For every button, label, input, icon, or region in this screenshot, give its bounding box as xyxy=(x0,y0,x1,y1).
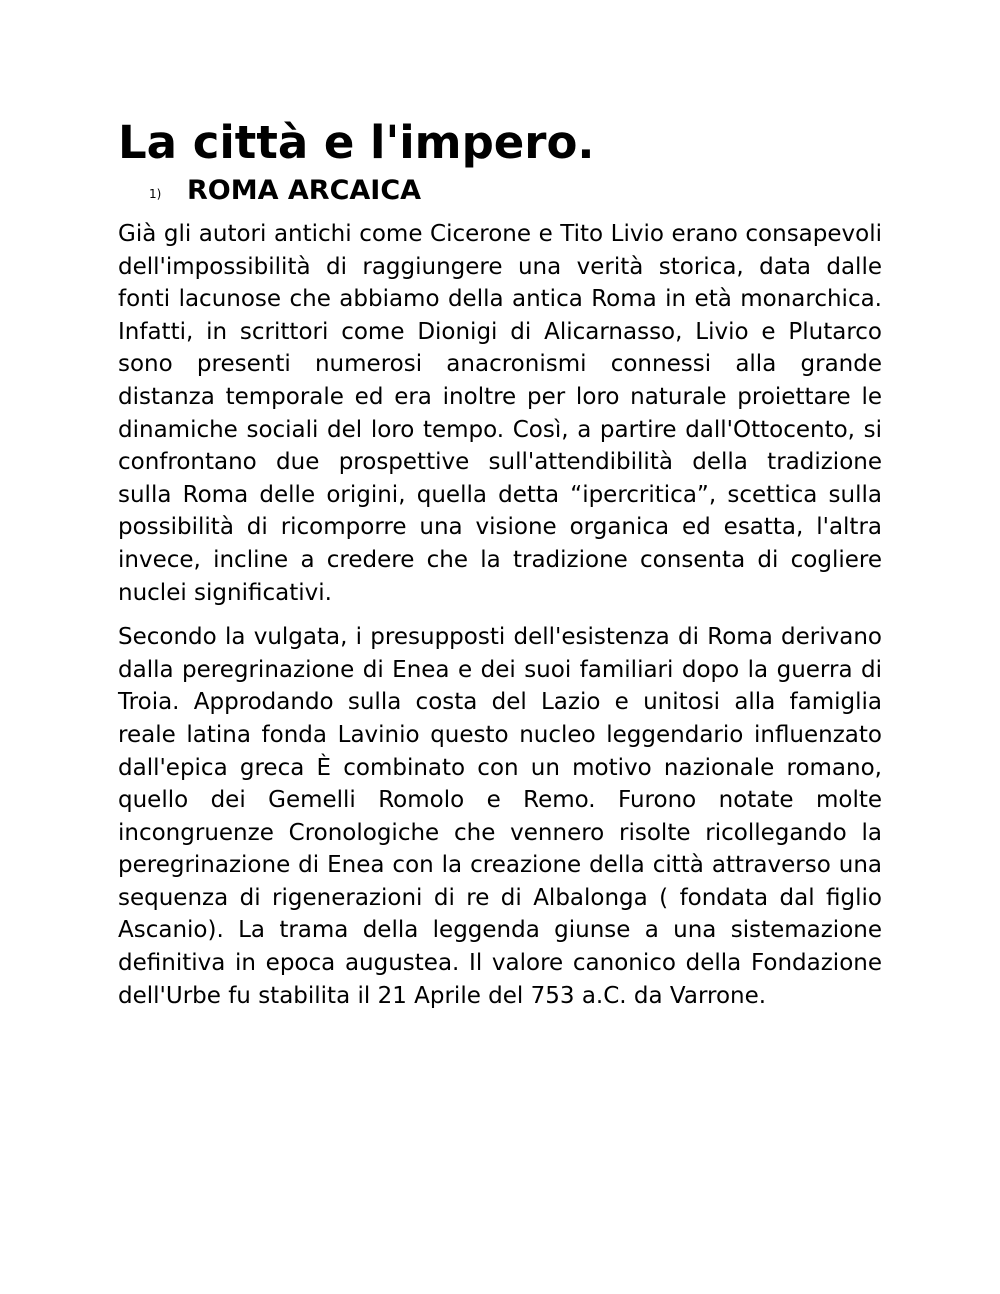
body-paragraph-2: Secondo la vulgata, i presupposti dell'esistenza di Roma derivano dalla peregrinazione di Enea e dei suoi familiari dopo la guerra di Troia. Approdando sulla costa del Lazio e unitosi alla famiglia reale latina fonda Lavinio questo nucleo leggendario influenzato dall'epica greca È combinato con un motivo nazionale romano, quello dei Gemelli Romolo e Remo. Furono notate molte incongruenze Cronologiche che vennero risolte ricollegando la peregrinazione di Enea con la creazione della città attraverso una sequenza di rigenerazioni di re di Albalonga ( fondata dal figlio Ascanio). La trama della leggenda giunse a una sistemazione definitiva in epoca augustea. Il valore canonico della Fondazione dell'Urbe fu stabilita il 21 Aprile del 753 a.C. da Varrone. xyxy=(118,624,890,1009)
section-number: 1) xyxy=(149,187,162,201)
section-heading xyxy=(118,174,882,210)
section-title: ROMA ARCAICA xyxy=(187,175,422,206)
document-title: La città e l'impero. xyxy=(118,116,595,169)
document-page xyxy=(118,112,897,1024)
body-paragraph-1: Già gli autori antichi come Cicerone e Tito Livio erano consapevoli dell'impossibilità di raggiungere una verità storica, data dalle fonti lacunose che abbiamo della antica Roma in età monarchica. Infatti, in scrittori come Dionigi di Alicarnasso, Livio e Plutarco sono presenti numerosi anacronismi connessi alla grande distanza temporale ed era inoltre per loro naturale proiettare le dinamiche sociali del loro tempo. Così, a partire dall'Ottocento, si confrontano due prospettive sull'attendibilità della tradizione sulla Roma delle origini, quella detta “ipercritica”, scettica sulla possibilità di ricomporre una visione organica ed esatta, l'altra invece, incline a credere che la tradizione consenta di cogliere nuclei significativi. xyxy=(118,221,897,606)
